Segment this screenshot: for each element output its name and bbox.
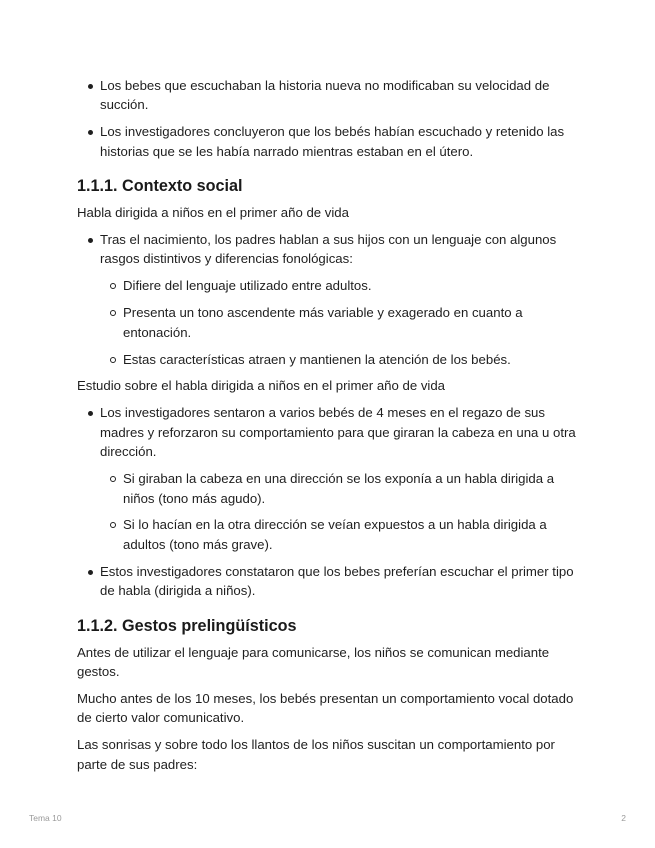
sub-list-item-text: Estas características atraen y mantienen la atención de los bebés. (123, 351, 511, 367)
bullet-icon (88, 238, 93, 243)
section-intro: Habla dirigida a niños en el primer año de vida (77, 205, 349, 221)
footer-title: Tema 10 (29, 813, 62, 823)
hollow-bullet-icon (110, 476, 116, 482)
section-heading-gestos-prelinguisticos: 1.1.2. Gestos prelingüísticos (77, 616, 297, 635)
bullet-icon (88, 570, 93, 575)
document-page (77, 76, 582, 781)
paragraph: Antes de utilizar el lenguaje para comunicarse, los niños se comunican mediante gestos. (77, 644, 550, 679)
sub-list-item-text: Difiere del lenguaje utilizado entre adultos. (123, 278, 372, 294)
bullet-icon (88, 411, 93, 416)
list-item (77, 230, 582, 369)
bullet-icon (88, 84, 93, 89)
sub-bullet-list (100, 276, 582, 369)
contexto-bullet-list (77, 230, 582, 369)
sub-list-item-text: Si lo hacían en la otra dirección se veían expuestos a un habla dirigida a adultos (tono más grave). (123, 517, 547, 552)
list-item-text: Los investigadores concluyeron que los bebés habían escuchado y retenido las historias que se les había narrado mientras estaban en el útero. (100, 124, 565, 159)
study-title: Estudio sobre el habla dirigida a niños en el primer año de vida (77, 378, 446, 394)
hollow-bullet-icon (110, 357, 116, 363)
list-item-text: Estos investigadores constataron que los bebes preferían escuchar el primer tipo de habla (dirigida a niños). (100, 563, 574, 599)
paragraph: Mucho antes de los 10 meses, los bebés presentan un comportamiento vocal dotado de cierto valor comunicativo. (77, 690, 574, 726)
list-item-text: Los bebes que escuchaban la historia nueva no modificaban su velocidad de succión. (100, 78, 550, 113)
paragraph: Las sonrisas y sobre todo los llantos de los niños suscitan un comportamiento por parte de sus padres: (77, 737, 555, 772)
study-bullet-list (77, 403, 582, 600)
page-number: 2 (621, 813, 626, 823)
list-item (77, 403, 582, 554)
list-item-text: Los investigadores sentaron a varios bebés de 4 meses en el regazo de sus madres y reforzaron su comportamiento para que giraran la cabeza en una u otra dirección. (100, 405, 576, 460)
hollow-bullet-icon (110, 283, 116, 289)
list-item (77, 562, 582, 601)
sub-bullet-list (100, 469, 582, 554)
list-item (77, 122, 582, 161)
top-bullet-list (77, 76, 582, 161)
sub-list-item-text: Si giraban la cabeza en una dirección se los exponía a un habla dirigida a niños (tono más agudo). (123, 471, 555, 506)
bullet-icon (88, 130, 93, 135)
list-item-text: Tras el nacimiento, los padres hablan a sus hijos con un lenguaje con algunos rasgos distintivos y diferencias fonológicas: (100, 232, 557, 267)
sub-list-item-text: Presenta un tono ascendente más variable y exagerado en cuanto a entonación. (123, 305, 523, 340)
sub-list-item (100, 303, 582, 342)
hollow-bullet-icon (110, 310, 116, 316)
section-heading-contexto-social: 1.1.1. Contexto social (77, 177, 243, 196)
sub-list-item (100, 515, 582, 554)
sub-list-item (100, 350, 582, 369)
hollow-bullet-icon (110, 522, 116, 528)
sub-list-item (100, 276, 582, 295)
list-item (77, 76, 582, 115)
sub-list-item (100, 469, 582, 508)
